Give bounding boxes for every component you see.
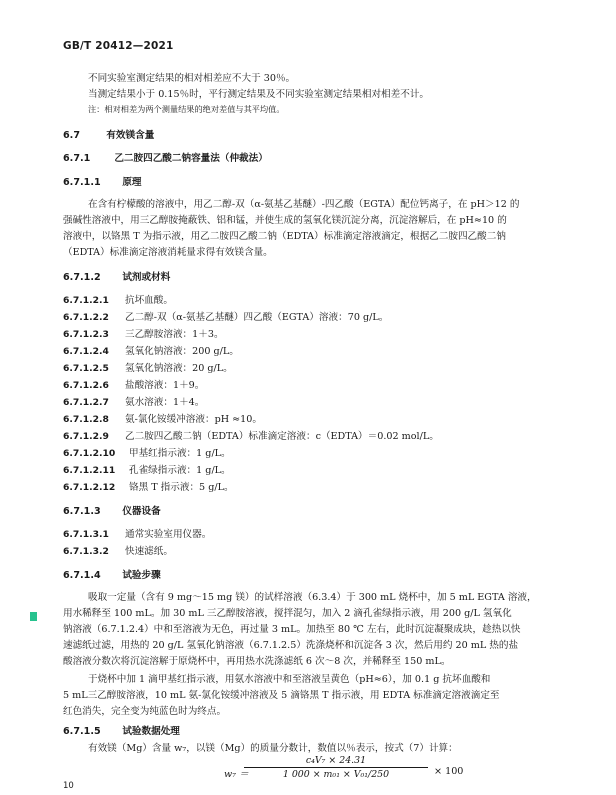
section-title: 乙二胺四乙酸二钠容量法（仲裁法） xyxy=(114,153,268,164)
item-number: 6.7.1.2.9 xyxy=(63,431,109,442)
section-6-7-1-4 xyxy=(63,567,161,581)
procedure-line: 5 mL三乙醇胺溶液，10 mL 氨-氯化铵缓冲溶液及 5 滴铬黑 T 指示液，用 EDTA 标准滴定溶液滴定至 xyxy=(63,690,500,701)
item-text: 快速滤纸。 xyxy=(125,546,173,557)
formula-numerator: c₄V₇ × 24.31 xyxy=(305,755,367,766)
intro-line-1: 不同实验室测定结果的相对相差应不大于 30％。 xyxy=(88,73,296,84)
reagent-item xyxy=(63,309,388,323)
section-title: 试验数据处理 xyxy=(122,726,180,737)
section-title: 有效镁含量 xyxy=(106,130,155,141)
reagent-item xyxy=(63,292,173,306)
section-title: 试剂或材料 xyxy=(122,272,171,283)
side-margin-marker xyxy=(30,612,37,621)
section-number: 6.7.1.5 xyxy=(63,726,101,737)
item-number: 6.7.1.2.12 xyxy=(63,482,116,493)
item-text: 氨-氯化铵缓冲溶液：pH ≈10。 xyxy=(125,414,262,425)
item-number: 6.7.1.2.6 xyxy=(63,380,109,391)
section-6-7-1-3 xyxy=(63,503,161,517)
section-number: 6.7.1.3 xyxy=(63,506,101,517)
reagent-item xyxy=(63,326,224,340)
procedure-line: 吸取一定量（含有 9 mg～15 mg 镁）的试样溶液（6.3.4）于 300 mL 烧杯中，加 5 mL EGTA 溶液， xyxy=(88,592,537,603)
item-text: 抗坏血酸。 xyxy=(125,295,173,306)
principle-line-3: 溶液中，以铬黑 T 为指示液，用乙二胺四乙酸二钠（EDTA）标准滴定溶液滴定，根据乙二胺四乙酸二钠 xyxy=(63,231,506,242)
item-text: 甲基红指示液：1 g/L。 xyxy=(129,448,231,459)
formula-lhs: w₇ ＝ xyxy=(224,769,249,780)
item-number: 6.7.1.2.10 xyxy=(63,448,116,459)
item-number: 6.7.1.2.2 xyxy=(63,312,109,323)
item-number: 6.7.1.2.4 xyxy=(63,346,109,357)
item-number: 6.7.1.2.1 xyxy=(63,295,109,306)
data-processing-intro: 有效镁（Mg）含量 w₇，以镁（Mg）的质量分数计，数值以％表示，按式（7）计算： xyxy=(88,743,458,754)
item-number: 6.7.1.2.5 xyxy=(63,363,109,374)
item-number: 6.7.1.2.7 xyxy=(63,397,109,408)
item-text: 通常实验室用仪器。 xyxy=(125,529,212,540)
section-6-7-1 xyxy=(63,150,268,164)
section-6-7-1-5 xyxy=(63,723,180,737)
item-text: 氨水溶液：1＋4。 xyxy=(125,397,205,408)
item-text: 氢氧化钠溶液：200 g/L。 xyxy=(125,346,239,357)
principle-line-2: 强碱性溶液中，用三乙醇胺掩蔽铁、铝和锰，并使生成的氢氧化镁沉淀分离，沉淀溶解后，在 pH≈10 的 xyxy=(63,215,507,226)
section-number: 6.7.1.1 xyxy=(63,177,101,188)
item-text: 氢氧化钠溶液：20 g/L。 xyxy=(125,363,233,374)
section-6-7 xyxy=(63,127,154,141)
page-number: 10 xyxy=(63,781,74,791)
item-text: 孔雀绿指示液：1 g/L。 xyxy=(129,465,231,476)
reagent-item xyxy=(63,411,262,425)
procedure-line: 酸溶液分数次将沉淀溶解于原烧杯中，再用热水洗涤滤纸 6 次～8 次，并稀释至 150 mL。 xyxy=(63,656,451,667)
procedure-line: 于烧杯中加 1 滴甲基红指示液，用氨水溶液中和至溶液呈黄色（pH≈6），加 0.1 g 抗坏血酸和 xyxy=(88,674,491,685)
section-title: 仪器设备 xyxy=(122,506,161,517)
section-number: 6.7 xyxy=(63,130,80,141)
item-number: 6.7.1.3.2 xyxy=(63,546,109,557)
reagent-item xyxy=(63,428,439,442)
item-text: 三乙醇胺溶液：1＋3。 xyxy=(125,329,224,340)
section-title: 原理 xyxy=(122,177,142,188)
section-number: 6.7.1.4 xyxy=(63,570,101,581)
item-number: 6.7.1.3.1 xyxy=(63,529,109,540)
reagent-item xyxy=(63,343,239,357)
formula-rhs: × 100 xyxy=(434,766,464,777)
section-number: 6.7.1 xyxy=(63,153,91,164)
reagent-item xyxy=(63,377,204,391)
item-number: 6.7.1.2.3 xyxy=(63,329,109,340)
reagent-item xyxy=(63,479,234,493)
section-title: 试验步骤 xyxy=(122,570,161,581)
note-text: 注：相对相差为两个测量结果的绝对差值与其平均值。 xyxy=(88,104,285,114)
procedure-line: 速滤纸过滤，用热的 20 g/L 氢氧化钠溶液（6.7.1.2.5）洗涤烧杯和沉淀各 3 次，然后用约 20 mL 热的盐 xyxy=(63,640,519,651)
principle-line-1: 在含有柠檬酸的溶液中，用乙二醇-双（α-氨基乙基醚）-四乙酸（EGTA）配位钙离子，在 pH＞12 的 xyxy=(88,199,520,210)
reagent-item xyxy=(63,360,233,374)
fraction-bar xyxy=(244,767,428,768)
item-text: 铬黑 T 指示液：5 g/L。 xyxy=(129,482,234,493)
reagent-item xyxy=(63,445,231,459)
section-number: 6.7.1.2 xyxy=(63,272,101,283)
procedure-line: 钠溶液（6.7.1.2.4）中和至溶液为无色，再过量 3 mL。加热至 80 ℃ 左右，此时沉淀凝聚成块，趁热以快 xyxy=(63,624,521,635)
reagent-item xyxy=(63,394,204,408)
formula-denominator: 1 000 × m₀₁ × V₀₁/250 xyxy=(282,769,390,780)
item-number: 6.7.1.2.11 xyxy=(63,465,116,476)
intro-line-2: 当测定结果小于 0.15％时，平行测定结果及不同实验室测定结果相对相差不计。 xyxy=(88,89,430,100)
item-text: 乙二胺四乙酸二钠（EDTA）标准滴定溶液：c（EDTA）＝0.02 mol/L。 xyxy=(125,431,439,442)
standard-header: GB/T 20412—2021 xyxy=(63,40,174,52)
principle-line-4: （EDTA）标准滴定溶液消耗量求得有效镁含量。 xyxy=(63,247,273,258)
item-text: 乙二醇-双（α-氨基乙基醚）四乙酸（EGTA）溶液：70 g/L。 xyxy=(125,312,389,323)
section-6-7-1-1 xyxy=(63,174,142,188)
item-text: 盐酸溶液：1＋9。 xyxy=(125,380,205,391)
section-6-7-1-2 xyxy=(63,269,170,283)
item-number: 6.7.1.2.8 xyxy=(63,414,109,425)
procedure-line: 用水稀释至 100 mL。加 30 mL 三乙醇胺溶液，搅拌混匀，加入 2 滴孔雀绿指示液，用 200 g/L 氢氧化 xyxy=(63,608,512,619)
reagent-item xyxy=(63,462,231,476)
formula-fraction xyxy=(244,755,428,780)
apparatus-item xyxy=(63,526,211,540)
procedure-line: 红色消失，完全变为纯蓝色时为终点。 xyxy=(63,706,227,717)
apparatus-item xyxy=(63,543,173,557)
